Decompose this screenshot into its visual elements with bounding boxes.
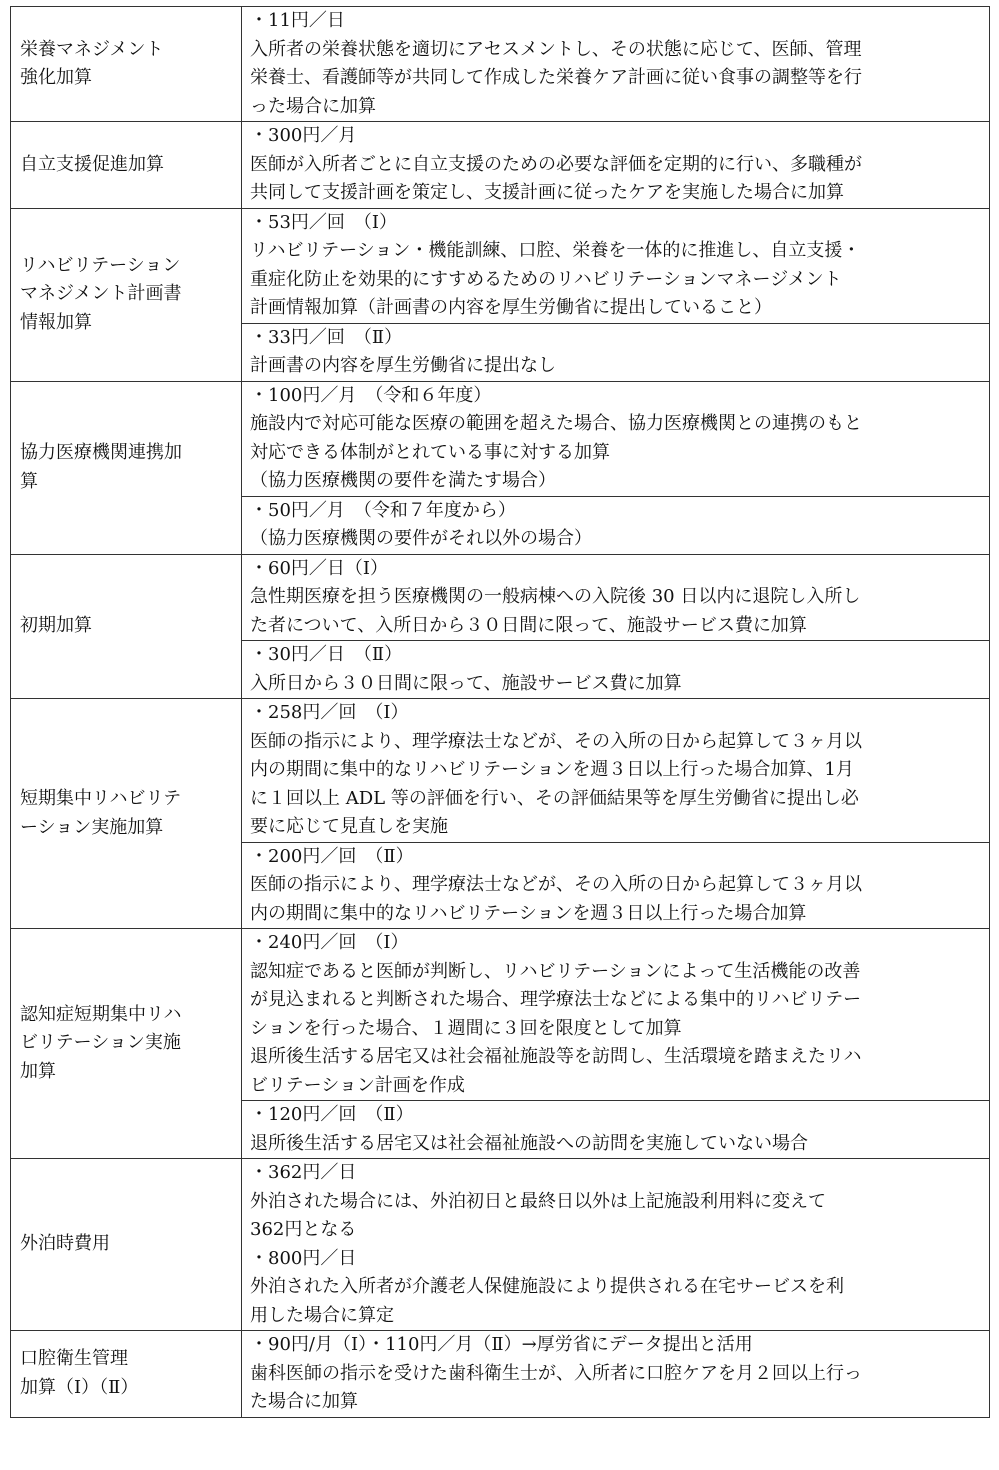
detail-line: ・120円／回 （Ⅱ） [250,1104,414,1125]
row-label [11,122,242,209]
row-label-line: 加算（Ⅰ）（Ⅱ） [20,1376,139,1398]
row-detail [242,208,990,323]
row-label-line: 自立支援促進加算 [20,153,164,175]
detail-line: ・33円／回 （Ⅱ） [250,326,403,348]
detail-line: 認知症であると医師が判断し、リハビリテーションによって生活機能の改善 [250,960,861,982]
detail-line: 医師の指示により、理学療法士などが、その入所の日から起算して３ヶ月以 [250,730,862,752]
detail-line: った場合に加算 [250,95,376,117]
row-label [11,381,242,554]
row-detail [242,323,990,381]
row-label-line: 外泊時費用 [20,1233,110,1255]
detail-line: ・50円／月 （令和７年度から） [250,499,516,521]
table-row [11,1331,990,1418]
detail-line: 栄養士、看護師等が共同して作成した栄養ケア計画に従い食事の調整等を行 [250,67,862,88]
row-label-line: ビリテーション実施 [20,1032,181,1054]
row-label-line: リハビリテーション [20,254,181,276]
table-row [11,554,990,641]
detail-line: ションを行った場合、１週間に３回を限度として加算 [250,1017,682,1039]
row-label [11,1159,242,1331]
fee-table [10,6,990,1418]
row-label-line: 認知症短期集中リハ [20,1003,182,1025]
row-detail [242,381,990,496]
detail-line: ・362円／日 [250,1162,357,1183]
row-label-line: 情報加算 [20,311,92,333]
row-label-line: 短期集中リハビリテ [20,788,182,809]
row-label-line: 加算 [20,1060,56,1082]
row-detail [242,929,990,1101]
detail-line: ・90円/月（Ⅰ）・110円／月（Ⅱ）→厚労省にデータ提出と活用 [250,1334,753,1355]
row-label-line: 協力医療機関連携加 [20,442,182,463]
detail-line: ・300円／月 [250,125,357,146]
row-label-line: 栄養マネジメント [20,38,164,60]
detail-line: （協力医療機関の要件を満たす場合） [250,470,556,491]
detail-line: 医師の指示により、理学療法士などが、その入所の日から起算して３ヶ月以 [250,874,862,895]
table-row [11,208,990,323]
row-label [11,554,242,699]
table-row [11,122,990,209]
row-detail [242,842,990,929]
row-detail [242,699,990,843]
detail-line: 内の期間に集中的なリハビリテーションを週３日以上行った場合加算 [250,902,807,924]
row-label [11,208,242,381]
detail-line: ・11円／日 [250,10,345,31]
detail-line: 計画情報加算（計画書の内容を厚生労働省に提出していること） [250,297,772,318]
row-detail [242,1159,990,1331]
table-row [11,381,990,496]
row-label-line: 初期加算 [20,615,92,636]
row-detail [242,7,990,122]
table-row [11,7,990,122]
row-label-line: 算 [20,470,38,492]
table-row [11,699,990,843]
row-label [11,7,242,122]
row-detail [242,1101,990,1159]
detail-line: に１回以上 ADL 等の評価を行い、その評価結果等を厚生労働省に提出し必 [250,787,859,809]
table-row [11,1159,990,1331]
detail-line: ・100円／月 （令和６年度） [250,384,492,406]
detail-line: 内の期間に集中的なリハビリテーションを週３日以上行った場合加算、1月 [250,759,854,780]
detail-line: 共同して支援計画を策定し、支援計画に従ったケアを実施した場合に加算 [250,182,844,203]
detail-line: ・200円／回 （Ⅱ） [250,845,414,867]
detail-line: ・30円／日 （Ⅱ） [250,644,403,665]
row-detail [242,554,990,641]
row-label [11,1331,242,1418]
detail-line: ・60円／日（Ⅰ） [250,557,389,579]
detail-line: 医師が入所者ごとに自立支援のための必要な評価を定期的に行い、多職種が [250,153,862,175]
detail-line: 用した場合に算定 [250,1304,394,1326]
table-row [11,929,990,1101]
detail-line: リハビリテーション・機能訓練、口腔、栄養を一体的に推進し、自立支援・ [250,240,861,261]
row-label-line: 口腔衛生管理 [20,1348,128,1370]
detail-line: 退所後生活する居宅又は社会福祉施設等を訪問し、生活環境を踏まえたリハ [250,1046,862,1067]
detail-line: 要に応じて見直しを実施 [250,816,448,837]
detail-line: 対応できる体制がとれている事に対する加算 [250,441,610,463]
detail-line: ・258円／回 （Ⅰ） [250,702,409,723]
row-label-line: マネジメント計画書 [20,283,182,305]
detail-line: 入所者の栄養状態を適切にアセスメントし、その状態に応じて、医師、管理 [250,38,862,60]
fee-table-body [11,7,990,1418]
detail-line: た者について、入所日から３０日間に限って、施設サービス費に加算 [250,614,807,636]
detail-line: 外泊された入所者が介護老人保健施設により提供される在宅サービスを利 [250,1276,844,1297]
detail-line: ・240円／回 （Ⅰ） [250,932,409,953]
detail-line: 退所後生活する居宅又は社会福祉施設への訪問を実施していない場合 [250,1132,808,1154]
row-label [11,929,242,1159]
detail-line: 施設内で対応可能な医療の範囲を超えた場合、協力医療機関との連携のもと [250,413,862,434]
detail-line: （協力医療機関の要件がそれ以外の場合） [250,528,592,549]
row-label [11,699,242,929]
row-detail [242,496,990,554]
detail-line: が見込まれると判断された場合、理学療法士などによる集中的リハビリテー [250,989,862,1010]
row-detail [242,641,990,699]
detail-line: 急性期医療を担う医療機関の一般病棟への入院後 30 日以内に退院し入所し [250,586,861,607]
row-detail [242,122,990,209]
detail-line: 歯科医師の指示を受けた歯科衛生士が、入所者に口腔ケアを月２回以上行っ [250,1362,862,1384]
detail-line: 外泊された場合には、外泊初日と最終日以外は上記施設利用料に変えて [250,1190,826,1212]
row-label-line: ーション実施加算 [20,816,164,838]
row-detail [242,1331,990,1418]
row-label-line: 強化加算 [20,67,92,88]
detail-line: た場合に加算 [250,1391,358,1412]
detail-line: 入所日から３０日間に限って、施設サービス費に加算 [250,672,682,694]
detail-line: ・53円／回 （Ⅰ） [250,211,398,233]
detail-line: ビリテーション計画を作成 [250,1074,465,1096]
detail-line: 計画書の内容を厚生労働省に提出なし [250,355,556,376]
detail-line: 362円となる [250,1219,357,1240]
detail-line: ・800円／日 [250,1247,357,1269]
detail-line: 重症化防止を効果的にすすめるためのリハビリテーションマネージメント [250,268,842,290]
